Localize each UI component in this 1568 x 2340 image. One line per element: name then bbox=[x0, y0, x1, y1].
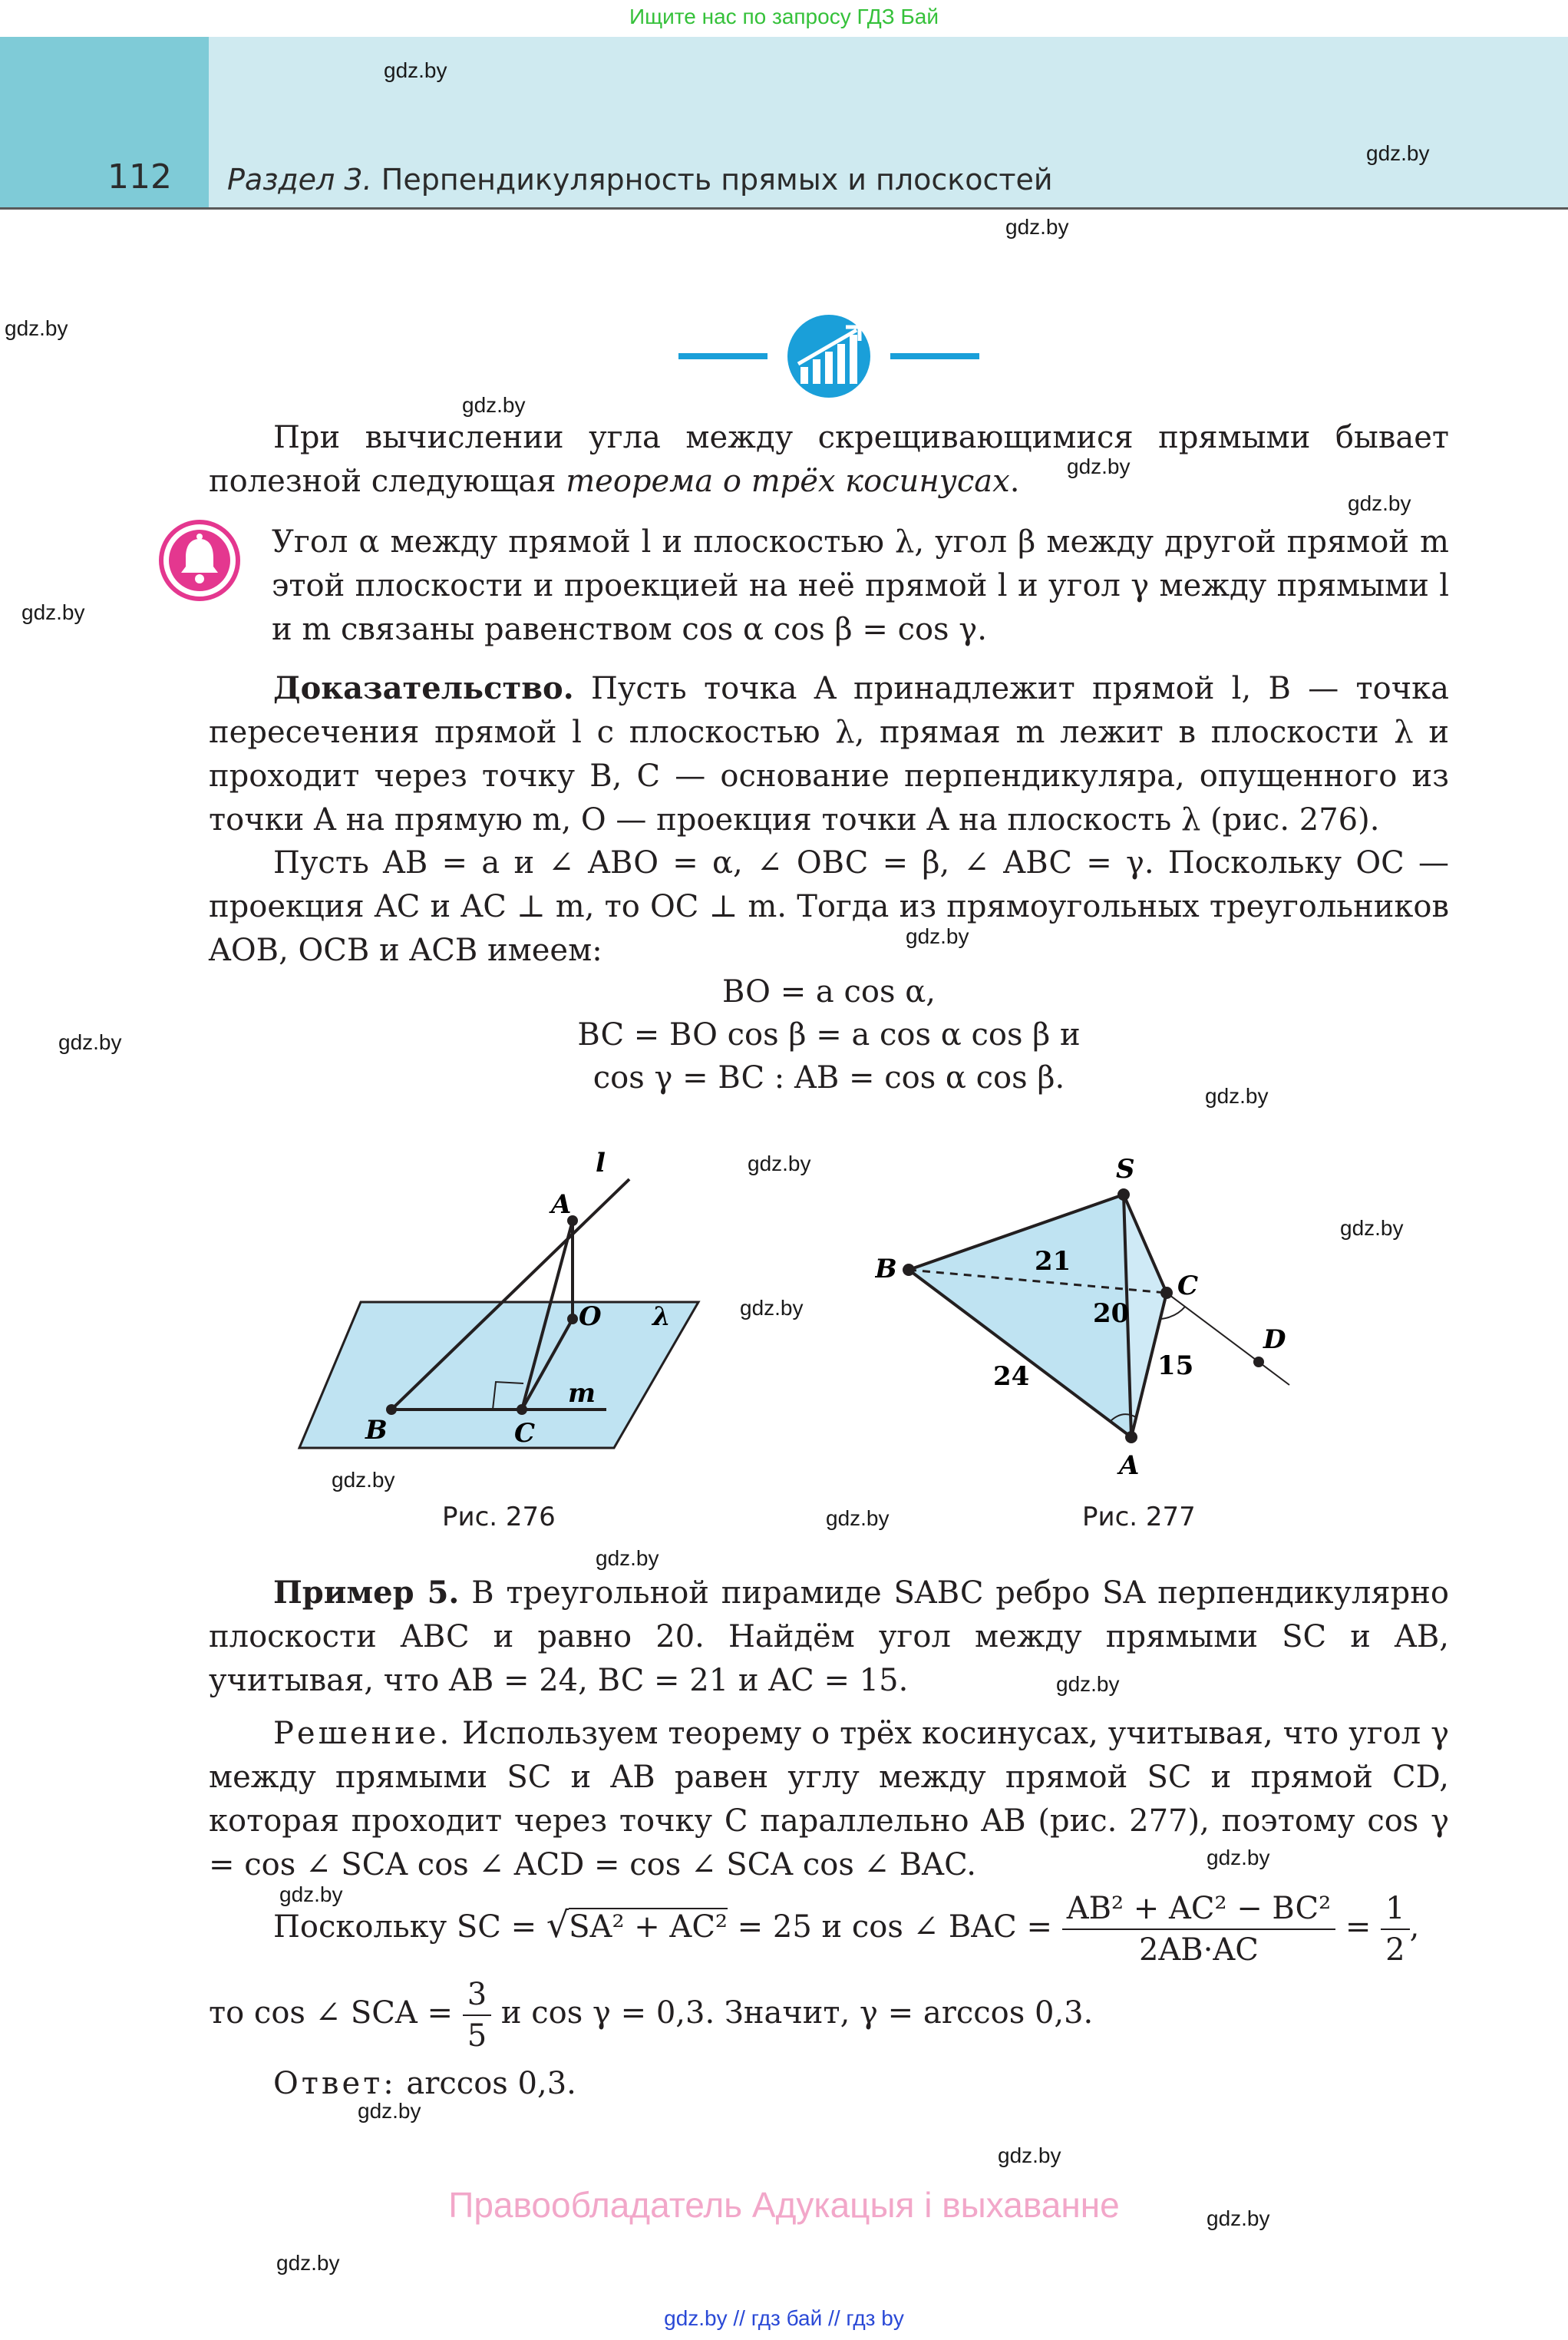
proof-label: Доказательство. bbox=[273, 670, 574, 706]
label-edge-24: 24 bbox=[993, 1361, 1030, 1392]
intro-end: . bbox=[1009, 464, 1020, 499]
watermark: gdz.by bbox=[5, 316, 68, 340]
chart-growth-icon bbox=[675, 313, 982, 399]
proof-equation-2: BC = BO cos β = a cos α cos β и bbox=[577, 1017, 1081, 1053]
formula-text: то cos ∠ SCA = bbox=[209, 1995, 463, 2031]
proof-paragraph-1 bbox=[209, 666, 1449, 842]
point-A bbox=[1125, 1431, 1137, 1443]
watermark: gdz.by bbox=[748, 1152, 811, 1175]
point-B bbox=[903, 1264, 915, 1276]
watermark: gdz.by bbox=[1348, 491, 1411, 515]
intro-emphasis: теорема о трёх косинусах bbox=[566, 464, 1010, 499]
bell-icon bbox=[158, 519, 241, 602]
section-title-text: Перпендикулярность прямых и плоскостей bbox=[381, 163, 1053, 197]
copyright-notice: Правообладатель Адукацыя і выхаванне bbox=[448, 2185, 1120, 2225]
watermark: gdz.by bbox=[276, 2251, 340, 2275]
figure-276 bbox=[292, 1144, 721, 1466]
proof-equation-1: BO = a cos α, bbox=[722, 974, 936, 1010]
section-title bbox=[227, 163, 1053, 197]
example-paragraph bbox=[209, 1571, 1449, 1703]
watermark: gdz.by bbox=[906, 924, 969, 948]
label-edge-21: 21 bbox=[1035, 1246, 1071, 1277]
watermark: gdz.by bbox=[1207, 2206, 1270, 2230]
watermark: gdz.by bbox=[1366, 141, 1430, 165]
solution-text: Используем теорему о трёх косинусах, учитывая, что угол γ между прямыми SC и AB равен углу между прямой SC и прямой CD, которая проходит через точку C параллельно AB (рис. 277), поэтому cos γ = cos ∠ SCA cos ∠ ACD = cos ∠ SCA cos ∠ BAC. bbox=[209, 1716, 1449, 1882]
formula-text: Поскольку SC = bbox=[273, 1909, 546, 1945]
label-C: C bbox=[1177, 1271, 1199, 1301]
watermark: gdz.by bbox=[332, 1468, 395, 1492]
top-banner: Ищите нас по запросу ГДЗ Бай bbox=[629, 5, 939, 28]
label-l: l bbox=[596, 1148, 606, 1178]
label-D: D bbox=[1263, 1324, 1286, 1355]
intro-text: При вычислении угла между скрещивающимися прямыми бывает полезной следующая bbox=[209, 420, 1449, 499]
solution-formula-line-1 bbox=[273, 1889, 1455, 1970]
point-C bbox=[1160, 1287, 1173, 1299]
formula-text: и cos γ = 0,3. Значит, γ = arccos 0,3. bbox=[491, 1995, 1094, 2031]
figure-277-caption: Рис. 277 bbox=[1082, 1502, 1196, 1532]
solution-paragraph bbox=[209, 1712, 1449, 1887]
solution-formula-line-2 bbox=[209, 1975, 1449, 2056]
watermark: gdz.by bbox=[826, 1506, 890, 1530]
proof-paragraph-2: Пусть AB = a и ∠ ABO = α, ∠ OBC = β, ∠ ABC = γ. Поскольку OC — проекция AC и AC ⊥ m, то OC ⊥ m. Тогда из прямоугольных треугольников AOB, OCB и ACB имеем: bbox=[209, 845, 1449, 968]
fraction-denominator: 2AB·AC bbox=[1138, 1932, 1259, 1968]
fraction-denominator: 5 bbox=[467, 2018, 487, 2054]
fraction-three-fifths bbox=[463, 1975, 491, 2056]
header-tab bbox=[0, 37, 209, 207]
proof-equation-3: cos γ = BC : AB = cos α cos β. bbox=[593, 1060, 1065, 1096]
label-B: B bbox=[875, 1254, 897, 1284]
watermark: gdz.by bbox=[1056, 1672, 1120, 1696]
figure-276-caption: Рис. 276 bbox=[442, 1502, 556, 1532]
example-text: В треугольной пирамиде SABC ребро SA перпендикулярно плоскости ABC и равно 20. Найдём угол между прямыми SC и AB, учитывая, что AB = 24, BC = 21 и AC = 15. bbox=[209, 1575, 1449, 1698]
label-A: A bbox=[1119, 1450, 1140, 1481]
watermark: gdz.by bbox=[358, 2099, 421, 2123]
watermark: gdz.by bbox=[384, 58, 447, 82]
label-lambda: λ bbox=[652, 1301, 671, 1332]
label-B: B bbox=[365, 1415, 388, 1446]
point-O bbox=[567, 1314, 578, 1324]
answer-line bbox=[273, 2062, 1424, 2106]
intro-paragraph bbox=[209, 416, 1449, 504]
watermark: gdz.by bbox=[596, 1546, 659, 1570]
label-C: C bbox=[514, 1418, 536, 1449]
label-O: O bbox=[579, 1301, 602, 1332]
example-label: Пример 5. bbox=[273, 1575, 460, 1611]
sqrt-sign: √ bbox=[546, 1904, 569, 1945]
formula-text: = 25 и cos ∠ BAC = bbox=[727, 1909, 1062, 1945]
figure-277 bbox=[875, 1144, 1305, 1482]
watermark: gdz.by bbox=[58, 1030, 122, 1054]
page-number: 112 bbox=[107, 157, 172, 197]
theorem-text: Угол α между прямой l и плоскостью λ, угол β между другой прямой m этой плоскости и проекцией на неё прямой l и угол γ между прямыми l и m связаны равенством cos α cos β = cos γ. bbox=[272, 524, 1449, 647]
fraction-denominator: 2 bbox=[1385, 1932, 1405, 1968]
label-S: S bbox=[1116, 1154, 1135, 1185]
point-D bbox=[1253, 1357, 1264, 1367]
solution-label: Решение. bbox=[273, 1716, 453, 1751]
fraction-numerator: AB² + AC² − BC² bbox=[1062, 1889, 1336, 1930]
watermark: gdz.by bbox=[279, 1882, 343, 1906]
label-A: A bbox=[551, 1189, 572, 1220]
watermark: gdz.by bbox=[462, 393, 526, 417]
label-edge-15: 15 bbox=[1157, 1350, 1194, 1381]
header-divider bbox=[0, 207, 1568, 210]
formula-text: , bbox=[1409, 1909, 1420, 1945]
label-m: m bbox=[568, 1378, 596, 1409]
proof-text-1: Пусть точка A принадлежит прямой l, B — точка пересечения прямой l с плоскостью λ, прямая m лежит в плоскости λ и проходит через точку B, C — основание перпендикуляра, опущенного из точки A на прямую m, O — проекция точки A на плоскость λ (рис. 276). bbox=[209, 671, 1450, 838]
section-label: Раздел 3. bbox=[227, 163, 372, 197]
label-edge-20: 20 bbox=[1093, 1298, 1130, 1329]
fraction-cos-bac bbox=[1062, 1889, 1336, 1970]
watermark: gdz.by bbox=[998, 2143, 1061, 2167]
watermark: gdz.by bbox=[1340, 1216, 1404, 1240]
answer-label: Ответ: bbox=[273, 2066, 397, 2101]
point-S bbox=[1117, 1188, 1130, 1201]
watermark: gdz.by bbox=[1205, 1084, 1269, 1108]
watermark: gdz.by bbox=[1005, 215, 1069, 239]
point-C bbox=[517, 1404, 527, 1415]
answer-value: arccos 0,3. bbox=[396, 2066, 576, 2101]
fraction-one-half bbox=[1381, 1889, 1409, 1970]
watermark: gdz.by bbox=[740, 1296, 804, 1320]
point-B bbox=[386, 1404, 397, 1415]
formula-text: = bbox=[1335, 1909, 1381, 1945]
fraction-numerator: 1 bbox=[1381, 1889, 1409, 1930]
watermark: gdz.by bbox=[21, 600, 85, 624]
sqrt-radicand: SA² + AC² bbox=[569, 1909, 728, 1945]
watermark: gdz.by bbox=[1067, 454, 1131, 478]
plane-lambda bbox=[299, 1302, 698, 1448]
watermark: gdz.by bbox=[1207, 1846, 1270, 1869]
fraction-numerator: 3 bbox=[463, 1975, 491, 2016]
footer-links[interactable]: gdz.by // гдз бай // гдз by bbox=[664, 2306, 904, 2330]
